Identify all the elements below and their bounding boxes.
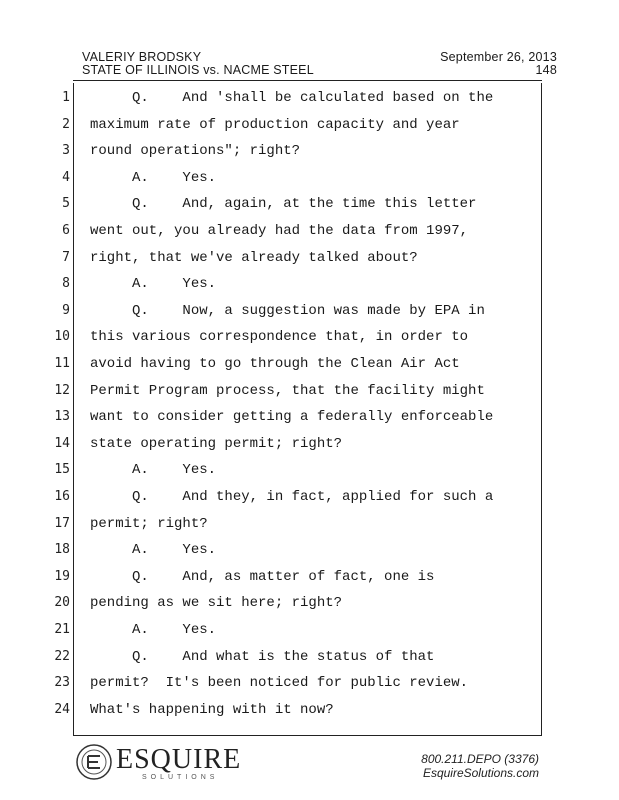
footer-website[interactable]: EsquireSolutions.com: [422, 766, 539, 780]
line-number: 2: [62, 117, 70, 132]
line-number: 6: [62, 223, 70, 238]
transcript-line: this various correspondence that, in order to: [90, 329, 469, 345]
footer-phone: 800.211.DEPO (3376): [421, 752, 539, 766]
transcript-line: avoid having to go through the Clean Air Act: [90, 356, 460, 372]
transcript-line: Q. And they, in fact, applied for such a: [90, 489, 494, 505]
header-right: [440, 51, 557, 77]
line-number: 7: [62, 250, 70, 265]
transcript-line: What's happening with it now?: [90, 702, 334, 718]
line-number: 4: [62, 170, 70, 185]
line-number: 11: [54, 356, 70, 371]
line-number: 3: [62, 143, 70, 158]
logo-subtitle: SOLUTIONS: [142, 774, 219, 781]
line-number: 5: [62, 196, 70, 211]
transcript-line: Q. And, as matter of fact, one is: [90, 569, 435, 585]
line-number: 15: [54, 462, 70, 477]
line-number: 19: [54, 569, 70, 584]
line-number: 12: [54, 383, 70, 398]
transcript-line: went out, you already had the data from 1997,: [90, 223, 469, 239]
esquire-seal-icon: [74, 742, 114, 782]
transcript-line: want to consider getting a federally enforceable: [90, 409, 494, 425]
transcript-line: right, that we've already talked about?: [90, 250, 418, 266]
transcript-frame-bottom-rule: [73, 735, 542, 736]
transcript-line: maximum rate of production capacity and year: [90, 117, 460, 133]
transcript-line: pending as we sit here; right?: [90, 595, 343, 611]
page-number: 148: [535, 63, 557, 77]
transcript-line: A. Yes.: [90, 170, 217, 186]
line-number: 1: [62, 90, 70, 105]
line-number: 9: [62, 303, 70, 318]
logo-wordmark: ESQUIRE: [116, 744, 242, 775]
line-number: 18: [54, 542, 70, 557]
line-number: 16: [54, 489, 70, 504]
transcript-line: A. Yes.: [90, 276, 217, 292]
transcript-line: Q. And what is the status of that: [90, 649, 435, 665]
transcript-line: permit; right?: [90, 516, 208, 532]
esquire-logo: [72, 740, 252, 784]
deposition-date: September 26, 2013: [440, 50, 557, 64]
transcript-line: Q. And, again, at the time this letter: [90, 196, 477, 212]
line-number: 24: [54, 702, 70, 717]
transcript-line: Q. And 'shall be calculated based on the: [90, 90, 494, 106]
transcript-line: A. Yes.: [90, 462, 217, 478]
line-number: 23: [54, 675, 70, 690]
line-number: 13: [54, 409, 70, 424]
transcript-line: state operating permit; right?: [90, 436, 343, 452]
line-number: 17: [54, 516, 70, 531]
transcript-line: Permit Program process, that the facility might: [90, 383, 485, 399]
transcript-line: permit? It's been noticed for public review.: [90, 675, 469, 691]
line-number: 21: [54, 622, 70, 637]
transcript-line: A. Yes.: [90, 542, 217, 558]
transcript-frame-top-rule: [73, 80, 542, 81]
witness-name: VALERIY BRODSKY: [82, 50, 202, 64]
line-number: 20: [54, 595, 70, 610]
line-number: 8: [62, 276, 70, 291]
header-left: [82, 51, 314, 77]
line-number: 22: [54, 649, 70, 664]
transcript-line: round operations"; right?: [90, 143, 301, 159]
transcript-line: A. Yes.: [90, 622, 217, 638]
transcript-line: Q. Now, a suggestion was made by EPA in: [90, 303, 485, 319]
case-title: STATE OF ILLINOIS vs. NACME STEEL: [82, 63, 314, 77]
footer-contact: [421, 752, 539, 780]
line-number: 10: [54, 329, 70, 344]
line-number: 14: [54, 436, 70, 451]
